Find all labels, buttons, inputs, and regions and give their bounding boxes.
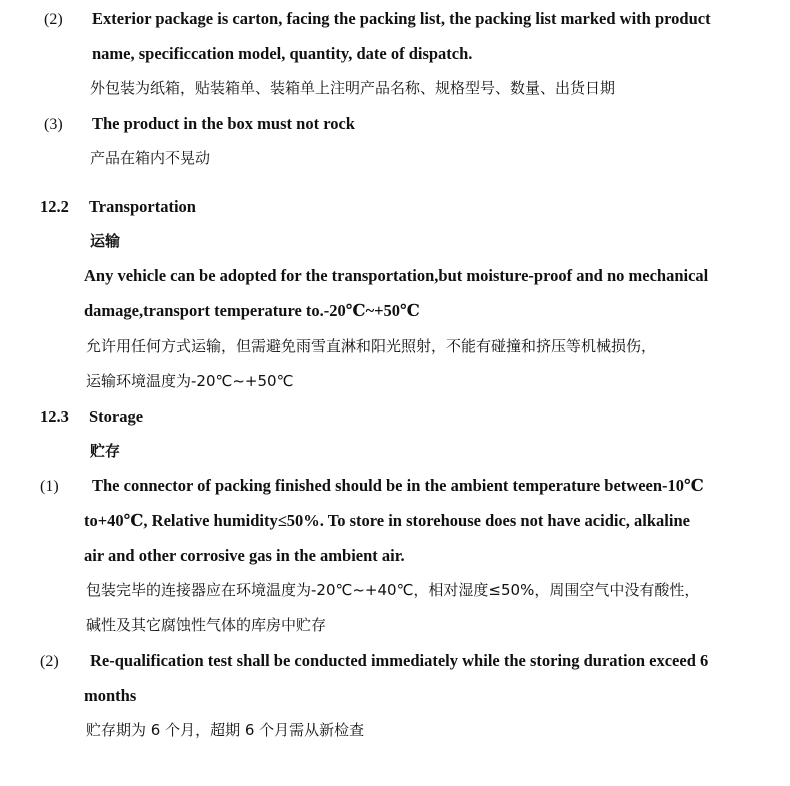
item-text-line: Re-qualification test shall be conducted immediately while the storing duration exceed 6 xyxy=(90,651,709,670)
item-text-cn: 外包装为纸箱，贴装箱单、装箱单上注明产品名称、规格型号、数量、出货日期 xyxy=(90,79,616,97)
item-number: (2) xyxy=(40,653,59,670)
item-text-cn: 贮存期为 6 个月，超期 6 个月需从新检查 xyxy=(86,721,365,739)
item-text-cn: 碱性及其它腐蚀性气体的库房中贮存 xyxy=(86,616,327,634)
section-title: Transportation xyxy=(89,197,196,216)
section-text-line: Any vehicle can be adopted for the transportation,but moisture-proof and no mechanical xyxy=(84,266,709,285)
item-text-line: The connector of packing finished should be in the ambient temperature between-10℃ xyxy=(92,476,704,495)
section-title-cn: 运输 xyxy=(90,232,121,250)
item-text-line: to+40℃, Relative humidity≤50%. To store in storehouse does not have acidic, alkaline xyxy=(84,511,690,530)
item-number: (3) xyxy=(44,116,63,133)
item-text-cn: 包装完毕的连接器应在环境温度为-20℃~+40℃，相对湿度≤50%，周围空气中没有酸性， xyxy=(86,581,700,599)
item-text-line: The product in the box must not rock xyxy=(92,114,355,133)
item-text-cn: 产品在箱内不晃动 xyxy=(90,149,211,167)
item-text-line: air and other corrosive gas in the ambient air. xyxy=(84,546,405,565)
item-number: (1) xyxy=(40,478,59,495)
section-title-cn: 贮存 xyxy=(90,442,121,460)
section-text-cn: 允许用任何方式运输，但需避免雨雪直淋和阳光照射，不能有碰撞和挤压等机械损伤， xyxy=(86,337,657,355)
section-text-line: damage,transport temperature to.-20℃~+50℃ xyxy=(84,301,420,320)
section-number: 12.3 xyxy=(40,407,69,426)
section-title: Storage xyxy=(89,407,144,426)
section-text-cn: 运输环境温度为-20℃~+50℃ xyxy=(86,372,294,390)
item-text-line: months xyxy=(84,686,137,705)
item-text-line: name, specificcation model, quantity, date of dispatch. xyxy=(92,44,473,63)
item-text-line: Exterior package is carton, facing the packing list, the packing list marked with product xyxy=(92,9,711,28)
section-number: 12.2 xyxy=(40,197,69,216)
item-number: (2) xyxy=(44,11,63,28)
